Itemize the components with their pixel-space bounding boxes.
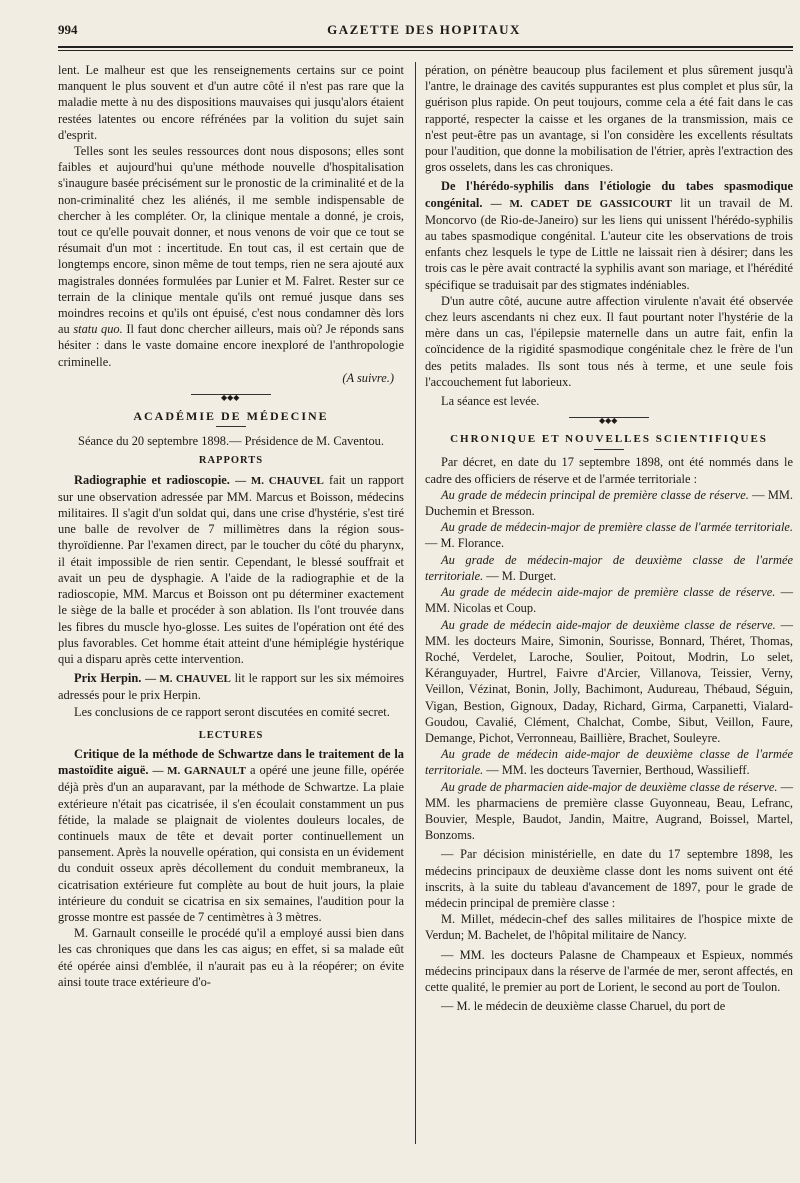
paragraph	[425, 487, 793, 519]
column-divider	[415, 62, 416, 1144]
italic-text: Au grade de médecin aide-major de deuxième classe de réserve.	[441, 617, 776, 632]
italic-text: Au grade de médecin-major de deuxième classe de l'armée territoriale.	[425, 552, 793, 583]
left-column	[58, 62, 404, 990]
right-column	[425, 62, 793, 1014]
to-be-continued: (A suivre.)	[342, 370, 394, 385]
italic-text: Au grade de médecin aide-major de deuxième classe de l'armée territoriale.	[425, 747, 793, 778]
paragraph	[425, 552, 793, 584]
subsection-lectures: LECTURES	[198, 729, 264, 741]
article-heading: De l'hérédo-syphilis dans l'étiologie du tabes spasmodique congénital.	[425, 179, 793, 210]
to-be-continued-line	[58, 370, 404, 386]
ornament-divider: ◆◆◆	[58, 388, 404, 402]
paragraph: — Par décision ministérielle, en date du 17 septembre 1898, les médecins principaux de deuxième classe dont les noms suivent ont été inscrits, à la suite du tableau d'avancement de 1897, pour le grade de médecin principal de première classe :	[425, 847, 793, 910]
paragraph: D'un autre côté, aucune autre affection virulente n'avait été observée chez leurs ascendants ni chez eux. Il faut pourtant noter l'hystérie de la mère dans un cas, l'épilepsie maternelle dans un autre fait, enfin la coïncidence de la rigidité spasmodique congénitale chez le frère de l'un des petits malades. Ils sont tous nés à terme, et une seule fois l'accouchement fut laborieux.	[425, 293, 793, 389]
text-run: — MM. les pharmaciens de première classe Guyonneau, Beau, Lefranc, Bouvier, Mesple, Baudot, Jandin, Maitre, Augrand, Boissel, Martel, Bonzoms.	[425, 779, 794, 843]
italic-text: Au grade de médecin-major de première classe de l'armée territoriale.	[441, 520, 793, 535]
paragraph: M. Garnault conseille le procédé qu'il a employé aussi bien dans les cas chroniques que dans les cas aigus; en effet, si sa malade eût été opérée ainsi d'emblée, il n'aurait pas eu à la réopérer; on évite ainsi toute trace extérieure d'o-	[58, 926, 404, 989]
article-heading: Critique de la méthode de Schwartze dans le traitement de la mastoïdite aiguë.	[58, 746, 404, 778]
text-run: — MM. Nicolas et Coup.	[425, 585, 793, 616]
text-run: — MM. les docteurs Tavernier, Berthoud, Wassilieff.	[486, 763, 750, 778]
text-run: — M. Durget.	[486, 568, 557, 583]
text-run: fait un rapport sur une observation adressée par MM. Marcus et Boisson, médecins militaires. Il s'agit d'un soldat qui, dans une crise d'hystérie, s'est tiré une balle de revolver de 7 millimètres dans la région sous-thyroïdienne. Par l'examen direct, par le toucher du côté du pharynx, il était impossible de rien sentir. Cependant, le blessé souffrait et avait un peu de dysphagie. A l'aide de la radiographie et de la radioscopie, MM. Marcus et Boisson ont pu déterminer exactement le siège de la balle et procéder à son ablation. Ils l'ont trouvée dans les fibres du muscle hyo-glosse. Les suites de l'opération ont été des plus favorables. Cet homme était atteint d'une hémiplégie hystérique qui a disparu après cette intervention.	[58, 472, 404, 666]
page-header	[58, 22, 790, 44]
text-run: — MM. les docteurs Maire, Simonin, Sourisse, Bonnard, Théret, Thomas, Roché, Verdelet, Laroche, Soulier, Poitout, Modrin, Lo selet, Kéranguyader, Hurtrel, Faivre d'Arcier, Villanova, Teissier, Verny, Veillon, Vézinat, Bonin, Jolly, Bachimont, Audureau, Thébaud, Séguin, Vigan, Bestion, Gignoux, Daday, Richard, Girma, Carpanetti, Vialard-Goudou, Cavalié, Clément, Chalchat, Combe, Sibut, Veillon, Faure, Demange, Pichot, Verronneau, Baillière, Brachet, Souleyre.	[425, 617, 793, 745]
article-heading: Prix Herpin.	[74, 671, 142, 686]
author-name: — M. GARNAULT	[152, 765, 246, 778]
text-run: a opéré une jeune fille, opérée déjà près d'un an auparavant, par la méthode de Schwartze. La plaie extérieure n'était pas cicatrisée, il s'en écoulait constamment un pus fétide, la malade se plaignait de violentes douleurs locales, de continuels maux de tête et devait porter continuellement un pansement. Après la nouvelle opération, qui consista en un évidement du conduit osseux après décollement du conduit membraneux, la cicatrisation extérieure fut complète au bout de huit jours, la plaie intérieure du conduit se cicatrisa en six semaines, l'audition pour la grosse montre est passée de 7 centimètres à 3 mètres.	[58, 763, 405, 924]
paragraph: lent. Le malheur est que les renseignements certains sur ce point manquent le plus souvent et d'un autre côté il n'est pas rare que la maladie mette à nu des dispositions mauvaises qui jusqu'alors étaient restées latentes ou encore réfrénées par la volition du sujet sain d'esprit.	[58, 63, 404, 142]
italic-text: statu quo.	[73, 322, 123, 337]
text-run: lit le rapport sur les six mémoires adressés pour le prix Herpin.	[58, 671, 405, 703]
text-run: Il faut donc chercher ailleurs, mais où? Je réponds sans hésiter : dans le vaste domaine encore inexploré de l'anthropologie criminelle.	[58, 322, 404, 369]
article-heading: Radiographie et radioscopie.	[74, 472, 230, 487]
paragraph: M. Millet, médecin-chef des salles militaires de l'hospice mixte de Verdun; M. Bachelet, de l'hôpital militaire de Nancy.	[425, 912, 793, 943]
section-title-academie: ACADÉMIE DE MÉDECINE	[133, 409, 329, 424]
session-closed: La séance est levée.	[441, 394, 540, 409]
paragraph: — MM. les docteurs Palasne de Champeaux et Espieux, nommés médecins principaux dans la réserve de l'armée de mer, seront affectés, en cette qualité, le premier au port de Lorient, le second au port de Toulon.	[425, 947, 793, 994]
subsection-rapports: RAPPORTS	[198, 455, 264, 467]
paragraph	[425, 779, 793, 844]
header-rule-thin	[58, 50, 793, 51]
italic-text: Au grade de médecin principal de première classe de réserve.	[441, 487, 749, 502]
italic-text: Au grade de pharmacien aide-major de deuxième classe de réserve.	[441, 779, 778, 794]
italic-text: Au grade de médecin aide-major de première classe de réserve.	[441, 585, 776, 600]
journal-title: GAZETTE DES HOPITAUX	[327, 22, 521, 37]
paragraph	[425, 584, 793, 616]
paragraph-heredo-syphilis	[425, 178, 793, 292]
paragraph-herpin	[58, 670, 404, 703]
section-title-chronique: CHRONIQUE ET NOUVELLES SCIENTIFIQUES	[450, 433, 768, 446]
page-number: 994	[58, 22, 78, 37]
author-name: — M. CADET DE GASSICOURT	[490, 197, 672, 210]
paragraph	[425, 617, 793, 747]
paragraph: Par décret, en date du 17 septembre 1898, ont été nommés dans le cadre des officiers de réserve et de l'armée territoriale :	[425, 455, 793, 486]
paragraph	[425, 746, 793, 778]
header-rule-thick	[58, 46, 793, 48]
author-name: — M. CHAUVEL	[145, 673, 231, 686]
paragraph: — M. le médecin de deuxième classe Charuel, du port de	[441, 999, 726, 1014]
paragraph	[425, 519, 793, 551]
paragraph: Les conclusions de ce rapport seront discutées en comité secret.	[74, 704, 390, 719]
short-rule	[216, 426, 246, 427]
text-run: lit un travail de M. Moncorvo (de Rio-de-Janeiro) sur les liens qui unissent l'hérédo-syphilis au tabes spasmodique congénital. L'auteur cite les observations de trois enfants chez lesquels le type de Little ne laissait rien à désirer; dans les trois cas le père avait contracté la syphilis avant son mariage, et l'hérédité spécifique se traduisait par des stigmates indéniables.	[425, 195, 793, 292]
paragraph	[58, 143, 404, 370]
text-run: — M. Florance.	[425, 536, 505, 551]
paragraph-schwartze	[58, 746, 404, 925]
session-line: Séance du 20 septembre 1898.— Présidence de M. Caventou.	[78, 434, 384, 449]
ornament-divider: ◆◆◆	[425, 411, 793, 425]
short-rule	[594, 449, 624, 450]
author-name: — M. CHAUVEL	[235, 474, 324, 487]
text-run: — MM. Duchemin et Bresson.	[425, 487, 793, 519]
text-run: Telles sont les seules ressources dont nous disposons; elles sont faibles et aujourd'hui qu'une méthode nouvelle d'hospitalisation s'inaugure basée précisément sur le pronostic de la criminalité et de la non-criminalité chez les aliénés, il me semble indispensable de chercher à les compléter. Or, la clinique mentale a donné, je crois, tout ce qu'elle pouvait donner, et nous venons de voir que ce tout se résumait d'un mot : incertitude. En tout cas, il est certain que de longtemps encore, sinon même de tout temps, rien ne sera ajouté aux magistrales données formulées par Lunier et M. Falret. Rester sur ce terrain de la clinique mentale qu'ils ont remué jusque dans ses moindres recoins et qu'ils ont épuisé, c'est nous condamner dès lors au	[58, 144, 404, 337]
paragraph-radiographie	[58, 472, 404, 667]
paragraph: pération, on pénètre beaucoup plus facilement et plus sûrement jusqu'à l'antre, le drainage des cavités suppurantes est plus complet et plus sûr, la guérison plus rapide. On peut toujours, comme cela a été fait dans le cas rapporté, respecter la caisse et les organes de la transmission, mais ce n'est peut-être pas un avantage, si l'on considère les excellents résultats pour l'audition, que donne la mobilisation de l'étrier, après l'extraction des gros osselets, dans les cas chroniques.	[425, 63, 793, 175]
